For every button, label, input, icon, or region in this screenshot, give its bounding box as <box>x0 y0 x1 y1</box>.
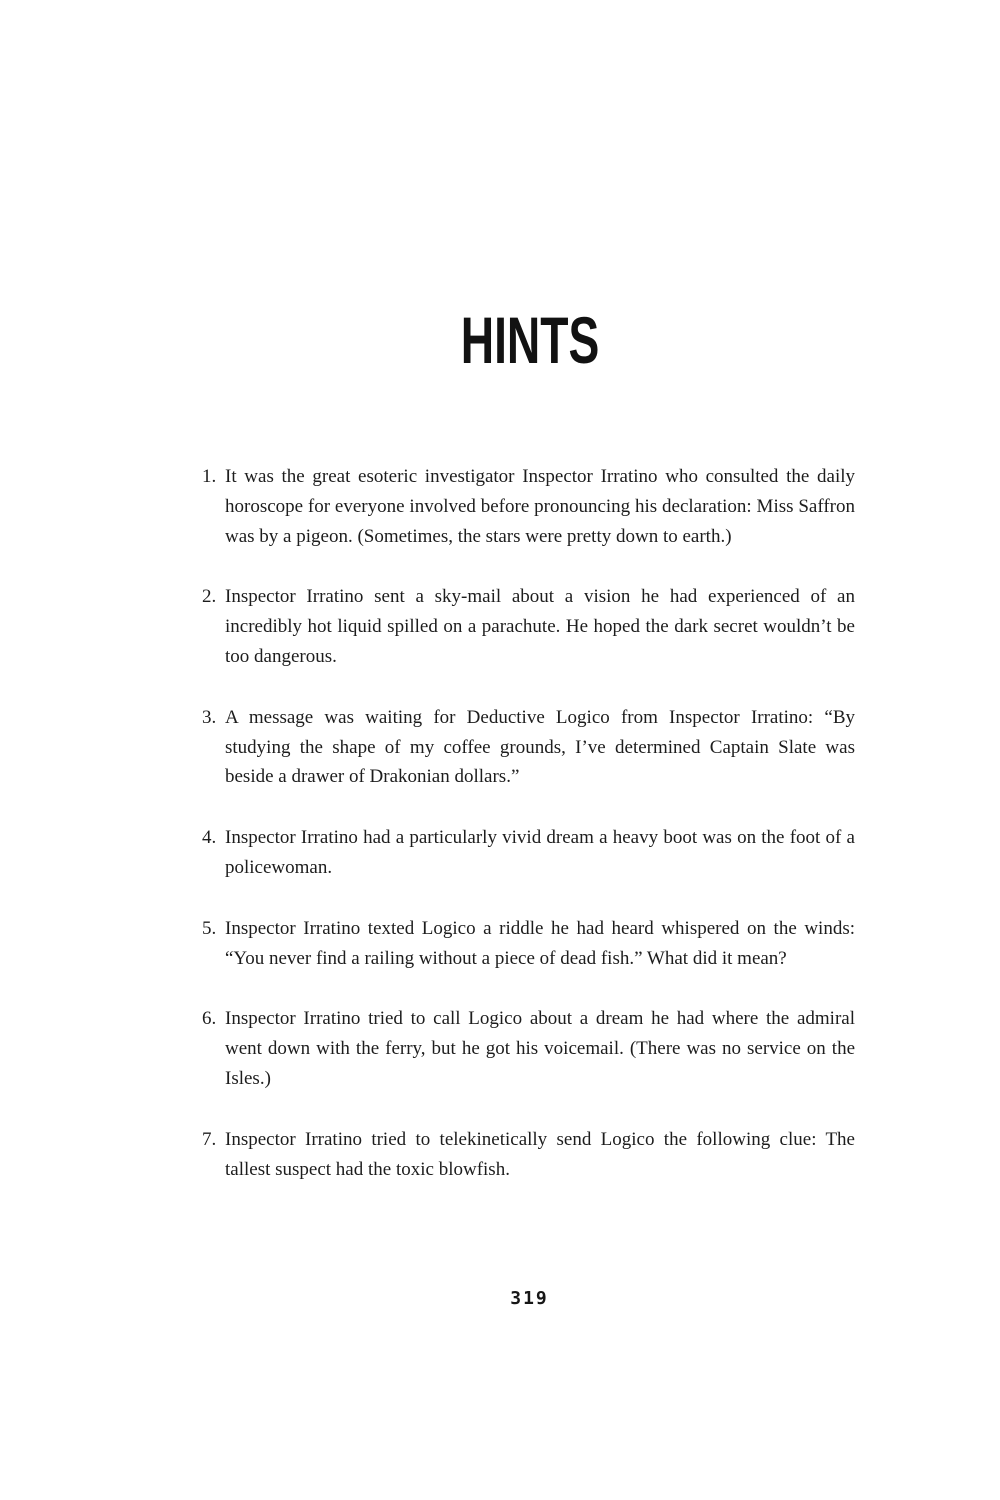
hint-text: Inspector Irratino sent a sky-mail about a vision he had experienced of an incredibly hot liquid spilled on a parachute. He hoped the dark secret wouldn’t be too dangerous. <box>225 586 855 667</box>
hint-item <box>202 1004 855 1093</box>
hint-number: 6. <box>202 1008 217 1030</box>
hint-text: A message was waiting for Deductive Logico from Inspector Irratino: “By studying the shape of my coffee grounds, I’ve determined Captain Slate was beside a drawer of Drakonian dollars.” <box>225 706 855 788</box>
page-title <box>202 303 857 377</box>
hint-item <box>202 1125 855 1185</box>
hint-number: 2. <box>202 586 217 608</box>
hint-number: 3. <box>202 706 217 728</box>
hint-item <box>202 823 855 883</box>
hint-item <box>202 582 855 671</box>
hint-item <box>202 914 855 974</box>
hint-text: Inspector Irratino had a particularly vivid dream a heavy boot was on the foot of a policewoman. <box>225 827 855 878</box>
hint-number: 7. <box>202 1128 217 1150</box>
page-title-text: HINTS <box>460 303 599 377</box>
hint-text: Inspector Irratino tried to call Logico about a dream he had where the admiral went down with the ferry, but he got his voicemail. (There was no service on the Isles.) <box>225 1008 855 1089</box>
hint-item <box>202 703 855 792</box>
hint-number: 4. <box>202 827 217 849</box>
page-number: 319 <box>510 1288 549 1309</box>
hint-number: 5. <box>202 917 217 939</box>
hint-text: Inspector Irratino texted Logico a riddle he had heard whispered on the winds: “You never find a railing without a piece of dead fish.” What did it mean? <box>225 917 855 969</box>
hint-text: Inspector Irratino tried to telekinetically send Logico the following clue: The tallest suspect had the toxic blowfish. <box>225 1128 855 1180</box>
hint-text: It was the great esoteric investigator Inspector Irratino who consulted the daily horoscope for everyone involved before pronouncing his declaration: Miss Saffron was by a pigeon. (Sometimes, the stars were pretty down to earth.) <box>225 466 855 547</box>
hint-item <box>202 462 855 551</box>
hints-list <box>202 462 855 1184</box>
hint-number: 1. <box>202 466 217 487</box>
